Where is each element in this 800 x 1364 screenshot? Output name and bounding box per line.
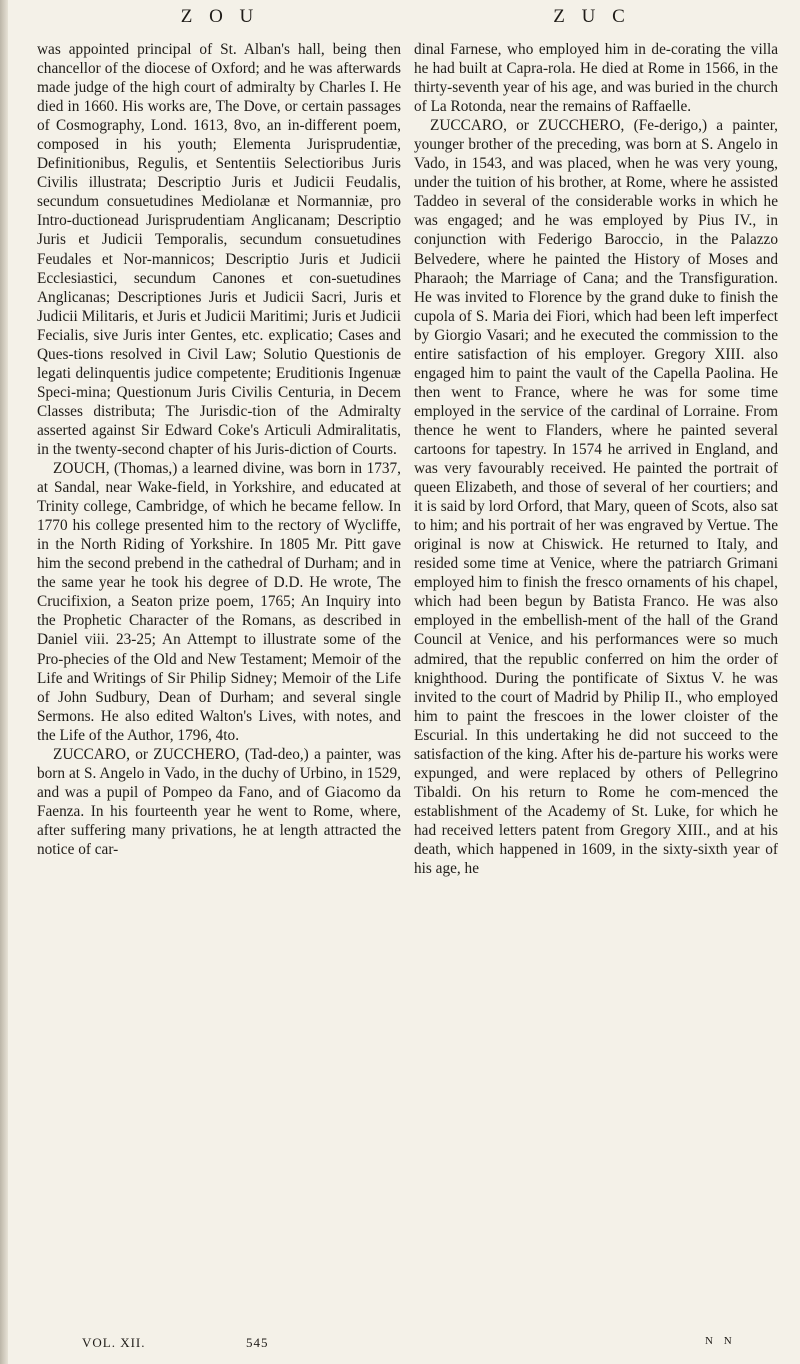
running-header-left: Z O U <box>180 6 260 27</box>
paragraph-zuccaro-taddeo: ZUCCARO, or ZUCCHERO, (Tad-deo,) a painter, was born at S. Angelo in Vado, in the duchy of Urbino, in 1529, and was a pupil of Pompeo da Fano, and of Giacomo da Faenza. In his fourteenth year he went to Rome, where, after suffering many privations, he at length attracted the notice of car- <box>37 745 401 858</box>
right-column <box>414 40 778 878</box>
paragraph-zouch-thomas: ZOUCH, (Thomas,) a learned divine, was born in 1737, at Sandal, near Wake-field, in Yorkshire, and educated at Trinity college, Cambridge, of which he became fellow. In 1770 his college presented him to the rectory of Wycliffe, in the North Riding of Yorkshire. In 1805 Mr. Pitt gave him the second prebend in the cathedral of Durham; and in the same year he took his degree of D.D. He wrote, The Crucifixion, a Seaton prize poem, 1765; An Inquiry into the Prophetic Character of the Romans, as described in Daniel viii. 23-25; An Attempt to illustrate some of the Pro-phecies of the Old and New Testament; Memoir of the Life and Writings of Sir Philip Sidney; Memoir of the Life of John Sudbury, Dean of Durham; and several single Sermons. He also edited Walton's Lives, with notes, and the Life of the Author, 1796, 4to. <box>37 460 401 744</box>
left-column <box>37 40 401 859</box>
running-header-right: Z U C <box>553 6 631 27</box>
volume-label: VOL. XII. <box>82 1335 146 1350</box>
page-number: 545 <box>246 1335 269 1350</box>
paragraph-zuccaro-taddeo-continued: dinal Farnese, who employed him in de-corating the villa he had built at Capra-rola. He died at Rome in 1566, in the thirty-seventh year of his age, and was buried in the church of La Rotonda, near the remains of Raffaelle. <box>414 41 778 116</box>
paragraph-zouch-richard-continued: was appointed principal of St. Alban's hall, being then chancellor of the diocese of Oxford; and he was afterwards made judge of the high court of admiralty by Charles I. He died in 1660. His works are, The Dove, or certain passages of Cosmography, Lond. 1613, 8vo, an in-different poem, composed in his youth; Elementa Jurisprudentiæ, Definitionibus, Regulis, et Sententiis Selectioribus Juris Civilis illustrata; Descriptio Juris et Judicii Feudalis, secundum consuetudines Mediolanæ et Normanniæ, pro Intro-ductionead Jurisprudentiam Anglicanam; Descriptio Juris et Judicii Temporalis, secundum consuetudines Feudales et Nor-mannicos; Descriptio Juris et Judicii Ecclesiastici, secundum Canones et con-suetudines Anglicanas; Descriptiones Juris et Judicii Sacri, Juris et Judicii Militaris, et Juris et Judicii Maritimi; Juris et Judicii Fecialis, sive Juris inter Gentes, etc. explicatio; Cases and Ques-tions resolved in Civil Law; Solutio Questionis de legati delinquentis judice competente; Eruditionis Ingenuæ Speci-mina; Questionum Juris Civilis Centuria, in Decem Classes distributa; The Jurisdic-tion of the Admiralty asserted against Sir Edward Coke's Articuli Admiralitatis, in the twenty-second chapter of his Juris-diction of Courts. <box>37 41 401 458</box>
paragraph-zuccaro-federigo: ZUCCARO, or ZUCCHERO, (Fe-derigo,) a painter, younger brother of the preceding, was born at S. Angelo in Vado, in 1543, and was placed, when he was very young, under the tuition of his brother, at Rome, where he assisted Taddeo in several of the considerable works in which he was engaged; and he was employed by Pius IV., in conjunction with Federigo Baroccio, in the Palazzo Belvedere, where he painted the History of Moses and Pharaoh; the Marriage of Cana; and the Transfiguration. He was invited to Florence by the grand duke to finish the cupola of S. Maria dei Fiori, which had been left imperfect by Giorgio Vasari; and he executed the commission to the entire satisfaction of his employer. Gregory XIII. also engaged him to paint the vault of the Capella Paolina. He then went to France, where he was for some time employed in the service of the cardinal of Lorraine. From thence he went to Flanders, where he painted several cartoons for tapestry. In 1574 he arrived in England, and was very favourably received. He painted the portrait of queen Elizabeth, and those of several of her courtiers; and it is said by lord Orford, that Mary, queen of Scots, also sat to him; and his portrait of her was engraved by Vertue. The original is now at Chiswick. He returned to Italy, and resided some time at Venice, where the patriarch Grimani employed him to finish the fresco ornaments of his chapel, which had been begun by Batista Franco. He was also employed in the embellish-ment of the hall of the Grand Council at Venice, and his performances were so much admired, that the republic conferred on him the order of knighthood. During the pontificate of Sixtus V. he was invited to the court of Madrid by Philip II., who employed him to paint the frescoes in the lower cloister of the Escurial. In this undertaking he did not succeed to the satisfaction of the king. After his de-parture his works were expunged, and were replaced by others of Pellegrino Tibaldi. On his return to Rome he com-menced the establishment of the Academy of St. Luke, for which he had received letters patent from Gregory XIII., and at his death, which happened in 1609, in the sixty-sixth year of his age, he <box>414 117 778 878</box>
signature-mark: N N <box>705 1335 736 1347</box>
page-binding-edge <box>0 0 8 1364</box>
